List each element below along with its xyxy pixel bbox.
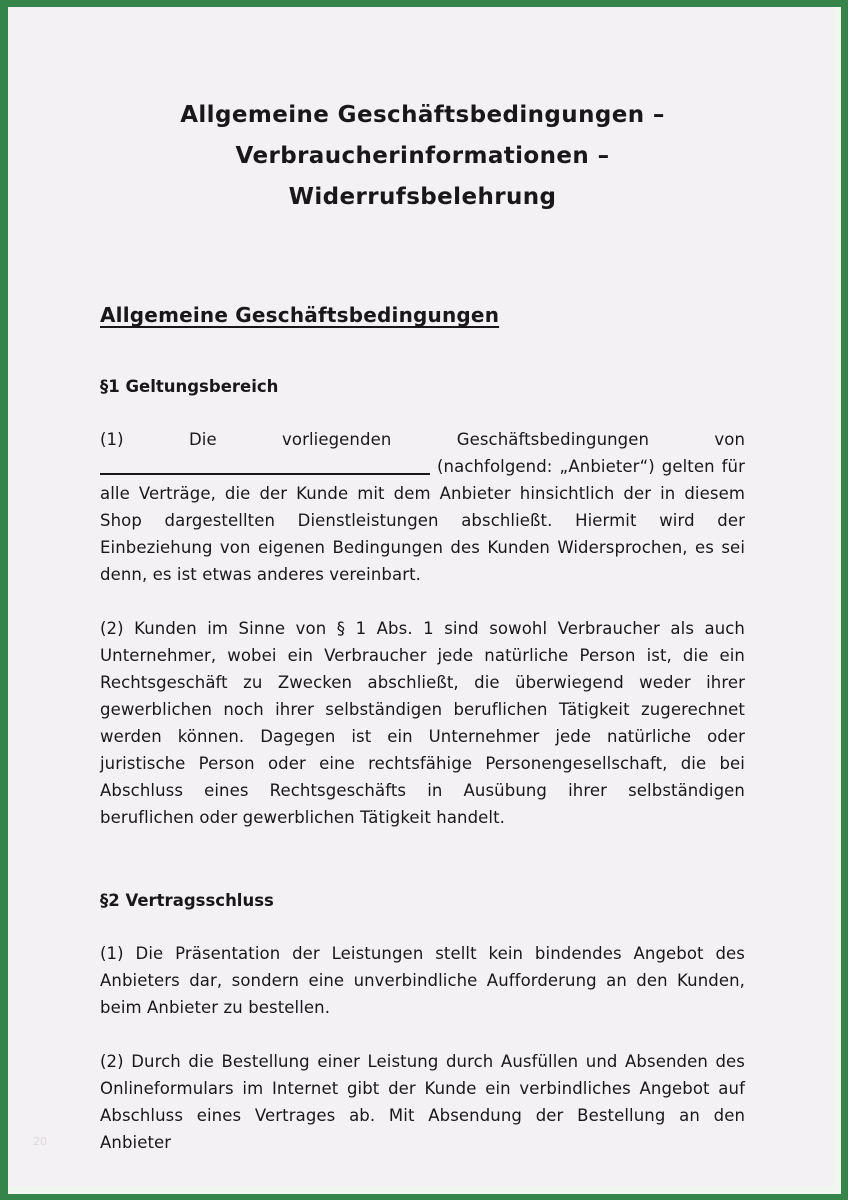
page-number: 20 (33, 1135, 47, 1148)
main-section-heading: Allgemeine Geschäftsbedingungen (100, 303, 500, 327)
document-title-line-1: Allgemeine Geschäftsbedingungen – (180, 102, 665, 128)
section-2-heading: §2 Vertragsschluss (100, 891, 274, 910)
document-content (8, 95, 833, 1156)
section-1-paragraph-1 (100, 426, 745, 588)
document-title-line-2: Verbraucherinformationen – Widerrufsbelehrung (235, 143, 610, 210)
section-1-paragraph-1-text-after: (nachfolgend: „Anbieter“) gelten für alle Verträge, die der Kunde mit dem Anbieter hinsichtlich der in diesem Shop dargestellten Dienstleistungen abschließt. Hiermit wird der Einbeziehung von eigenen Bedingungen des Kunden Widersprochen, es sei denn, es ist etwas anderes vereinbart. (100, 457, 745, 584)
document-page (8, 7, 841, 1194)
fill-in-blank-line (100, 471, 430, 475)
section-1-heading: §1 Geltungsbereich (100, 377, 279, 396)
section-1-paragraph-1-text-before: (1) Die vorliegenden Geschäftsbedingungen von (100, 430, 745, 449)
section-2-paragraph-2: (2) Durch die Bestellung einer Leistung durch Ausfüllen und Absenden des Onlineformulars im Internet gibt der Kunde ein verbindliches Angebot auf Abschluss eines Vertrages ab. Mit Absendung der Bestellung an den Anbieter (100, 1052, 745, 1152)
section-1-paragraph-2: (2) Kunden im Sinne von § 1 Abs. 1 sind sowohl Verbraucher als auch Unternehmer, wobei ein Verbraucher jede natürliche Person ist, die ein Rechtsgeschäft zu Zwecken abschließt, die überwiegend weder ihrer gewerblichen noch ihrer selbständigen beruflichen Tätigkeit zugerechnet werden können. Dagegen ist ein Unternehmer jede natürliche oder juristische Person oder eine rechtsfähige Personengesellschaft, die bei Abschluss eines Rechtsgeschäfts in Ausübung ihrer selbständigen beruflichen oder gewerblichen Tätigkeit handelt. (100, 619, 745, 827)
document-title (100, 95, 745, 218)
section-2-paragraph-1: (1) Die Präsentation der Leistungen stellt kein bindendes Angebot des Anbieters dar, sondern eine unverbindliche Aufforderung an den Kunden, beim Anbieter zu bestellen. (100, 944, 745, 1017)
